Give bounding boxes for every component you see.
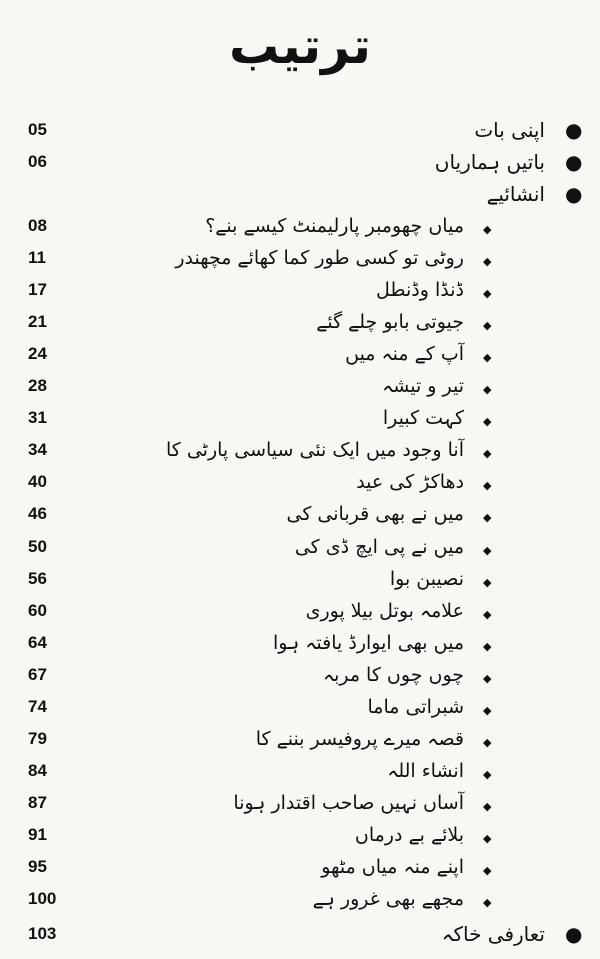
toc-sub-entry: [0, 214, 600, 246]
page-number: 06: [28, 152, 47, 171]
entry-title: قصہ میرے پروفیسر بننے کا: [255, 727, 464, 750]
diamond-bullet-icon: ◆: [483, 447, 492, 461]
diamond-bullet-icon: ◆: [483, 255, 492, 269]
page-title: ترتیب: [229, 17, 371, 75]
entry-title: میں نے پی ایچ ڈی کی: [294, 535, 464, 558]
diamond-bullet-icon: ◆: [483, 607, 492, 621]
toc-main-entry: [0, 922, 600, 954]
toc-sub-entry: [0, 855, 600, 887]
page-number: 79: [28, 728, 47, 748]
entry-title: آنا وجود میں ایک نئی سیاسی پارٹی کا: [165, 439, 464, 462]
page-number: 91: [28, 824, 47, 844]
bullet-icon: ●: [565, 150, 583, 174]
diamond-bullet-icon: ◆: [483, 383, 492, 397]
diamond-bullet-icon: ◆: [483, 287, 492, 301]
toc-sub-entry: [0, 342, 600, 374]
toc-sub-entry: [0, 502, 600, 534]
toc-main-entry: [0, 118, 600, 150]
diamond-bullet-icon: ◆: [483, 671, 492, 685]
page-number: 08: [28, 216, 47, 235]
page-number: 11: [28, 248, 46, 268]
page-number: 21: [28, 312, 47, 332]
page-number: 84: [28, 760, 47, 780]
toc-sub-entry: [0, 727, 600, 759]
entry-title: میاں چھومبر پارلیمنٹ کیسے بنے؟: [205, 215, 464, 237]
toc-sub-entry: [0, 246, 600, 278]
diamond-bullet-icon: ◆: [483, 415, 492, 429]
diamond-bullet-icon: ◆: [483, 735, 492, 749]
bullet-icon: ●: [565, 922, 583, 946]
entry-title: انشائیے: [486, 182, 545, 206]
entry-title: نصیبن بوا: [389, 567, 464, 590]
toc-sub-entry: [0, 278, 600, 310]
bullet-icon: ●: [565, 182, 583, 206]
toc-sub-entry: [0, 374, 600, 406]
toc-sub-entry: [0, 663, 600, 695]
entry-title: ڈنڈا وڈنطل: [376, 279, 464, 302]
page-number: 40: [28, 472, 47, 492]
page-number: 67: [28, 664, 47, 684]
entry-title: روٹی تو کسی طور کما کھائے مچھندر: [175, 247, 464, 270]
diamond-bullet-icon: ◆: [483, 703, 492, 717]
page-number: 95: [28, 857, 47, 876]
entry-title: میں بھی ایوارڈ یافتہ ہوا: [273, 631, 464, 654]
toc-sub-entry: [0, 567, 600, 599]
page-number: 103: [28, 924, 57, 943]
toc-sub-entry: [0, 695, 600, 727]
entry-title: دھاکڑ کی عید: [356, 471, 464, 494]
entry-title: اپنی بات: [474, 118, 545, 142]
entry-title: چوں چوں کا مربہ: [322, 663, 464, 686]
diamond-bullet-icon: ◆: [483, 223, 492, 236]
toc-sub-entry: [0, 887, 600, 919]
toc-sub-entry: [0, 406, 600, 438]
toc-sub-entry: [0, 759, 600, 791]
page-number: 28: [28, 376, 47, 396]
entry-title: بلائے بے درماں: [354, 823, 464, 846]
entry-title: اپنے منہ میاں مٹھو: [321, 856, 464, 878]
bullet-icon: ●: [565, 118, 583, 142]
page-number: 31: [28, 408, 47, 428]
page-number: 64: [28, 632, 47, 652]
page-number: 60: [28, 600, 47, 620]
page-number: 34: [28, 440, 47, 460]
diamond-bullet-icon: ◆: [483, 767, 492, 781]
page-number: 56: [28, 568, 47, 588]
toc-main-entry: [0, 182, 600, 214]
toc-sub-entry: [0, 310, 600, 342]
toc-sub-entry: [0, 599, 600, 631]
diamond-bullet-icon: ◆: [483, 351, 492, 365]
toc-main-entry: [0, 150, 600, 182]
entry-title: انشاء اللہ: [387, 759, 464, 782]
diamond-bullet-icon: ◆: [483, 639, 492, 653]
page-number: 24: [28, 344, 47, 364]
diamond-bullet-icon: ◆: [483, 864, 492, 877]
toc-sub-entry: [0, 791, 600, 823]
entry-title: مجھے بھی غرور ہے: [312, 888, 464, 911]
page-number: 17: [28, 280, 47, 300]
entry-title: تیر و تیشہ: [382, 375, 464, 398]
diamond-bullet-icon: ◆: [483, 319, 492, 333]
entry-title: تعارفی خاکہ: [441, 922, 545, 946]
toc-sub-entry: [0, 535, 600, 567]
entry-title: جیوتی بابو چلے گئے: [316, 311, 464, 334]
diamond-bullet-icon: ◆: [483, 479, 492, 493]
toc-sub-entry: [0, 823, 600, 855]
page-number: 74: [28, 696, 47, 716]
page-number: 46: [28, 504, 47, 524]
page-number: 100: [28, 889, 57, 909]
diamond-bullet-icon: ◆: [483, 511, 492, 525]
diamond-bullet-icon: ◆: [483, 896, 492, 910]
diamond-bullet-icon: ◆: [483, 799, 492, 813]
entry-title: کہت کبیرا: [382, 407, 464, 430]
entry-title: علامہ بوتل بیلا پوری: [305, 599, 464, 622]
toc-sub-entry: [0, 438, 600, 470]
entry-title: میں نے بھی قربانی کی: [286, 503, 464, 526]
diamond-bullet-icon: ◆: [483, 575, 492, 589]
toc-sub-entry: [0, 470, 600, 502]
entry-title: شبراتی ماما: [367, 695, 464, 718]
toc-sub-entry: [0, 631, 600, 663]
diamond-bullet-icon: ◆: [483, 543, 492, 557]
entry-title: آپ کے منہ میں: [345, 343, 464, 366]
entry-title: آساں نہیں صاحب اقتدار ہونا: [233, 791, 464, 814]
page-number: 87: [28, 792, 47, 812]
page-number: 05: [28, 120, 47, 139]
diamond-bullet-icon: ◆: [483, 831, 492, 845]
page-number: 50: [28, 536, 47, 556]
entry-title: باتیں ہماریاں: [434, 150, 545, 174]
